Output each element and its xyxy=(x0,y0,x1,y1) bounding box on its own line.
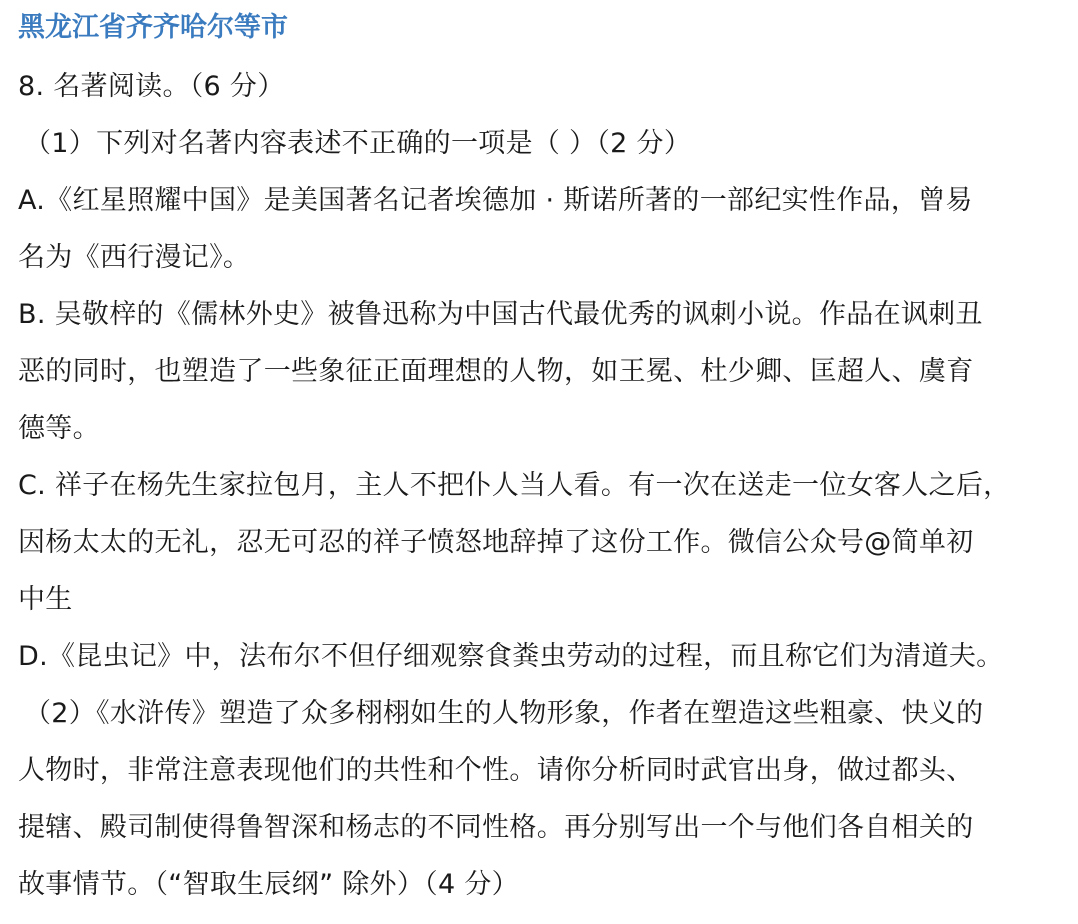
option-c-line-3: 中生 xyxy=(18,584,73,615)
part2 xyxy=(18,685,1056,913)
option-c xyxy=(18,457,1056,628)
part2-line-4: 故事情节。（“智取生辰纲” 除外）（4 分） xyxy=(18,869,519,900)
option-a-line-2: 名为《西行漫记》。 xyxy=(18,242,251,273)
region-heading: 黑龙江省齐齐哈尔等市 xyxy=(18,12,288,43)
option-d xyxy=(18,628,1056,685)
option-b-line-1: B. 吴敬梓的《儒林外史》被鲁迅称为中国古代最优秀的讽刺小说。作品在讽刺丑 xyxy=(18,299,983,330)
option-c-line-1: C. 祥子在杨先生家拉包月，主人不把仆人当人看。有一次在送走一位女客人之后， xyxy=(18,470,1011,501)
part2-line-2: 人物时，非常注意表现他们的共性和个性。请你分析同时武官出身，做过都头、 xyxy=(18,755,974,786)
part1-stem: （1）下列对名著内容表述不正确的一项是（ ）（2 分） xyxy=(24,128,692,159)
question-title: 8. 名著阅读。（6 分） xyxy=(18,71,285,102)
option-d-line-1: D.《昆虫记》中，法布尔不但仔细观察食粪虫劳动的过程，而且称它们为清道夫。 xyxy=(18,641,1004,672)
option-a-line-1: A.《红星照耀中国》是美国著名记者埃德加 · 斯诺所著的一部纪实性作品，曾易 xyxy=(18,185,973,216)
part2-line-3: 提辖、殿司制使得鲁智深和杨志的不同性格。再分别写出一个与他们各自相关的 xyxy=(18,812,974,843)
part2-line-1: （2）《水浒传》塑造了众多栩栩如生的人物形象，作者在塑造这些粗豪、快义的 xyxy=(24,698,984,729)
option-b xyxy=(18,286,1056,457)
option-b-line-2: 恶的同时，也塑造了一些象征正面理想的人物，如王冕、杜少卿、匡超人、虞育 xyxy=(18,356,974,387)
option-c-line-2: 因杨太太的无礼，忍无可忍的祥子愤怒地辞掉了这份工作。微信公众号@简单初 xyxy=(18,527,974,558)
option-a xyxy=(18,172,1056,286)
option-b-line-3: 德等。 xyxy=(18,413,100,444)
